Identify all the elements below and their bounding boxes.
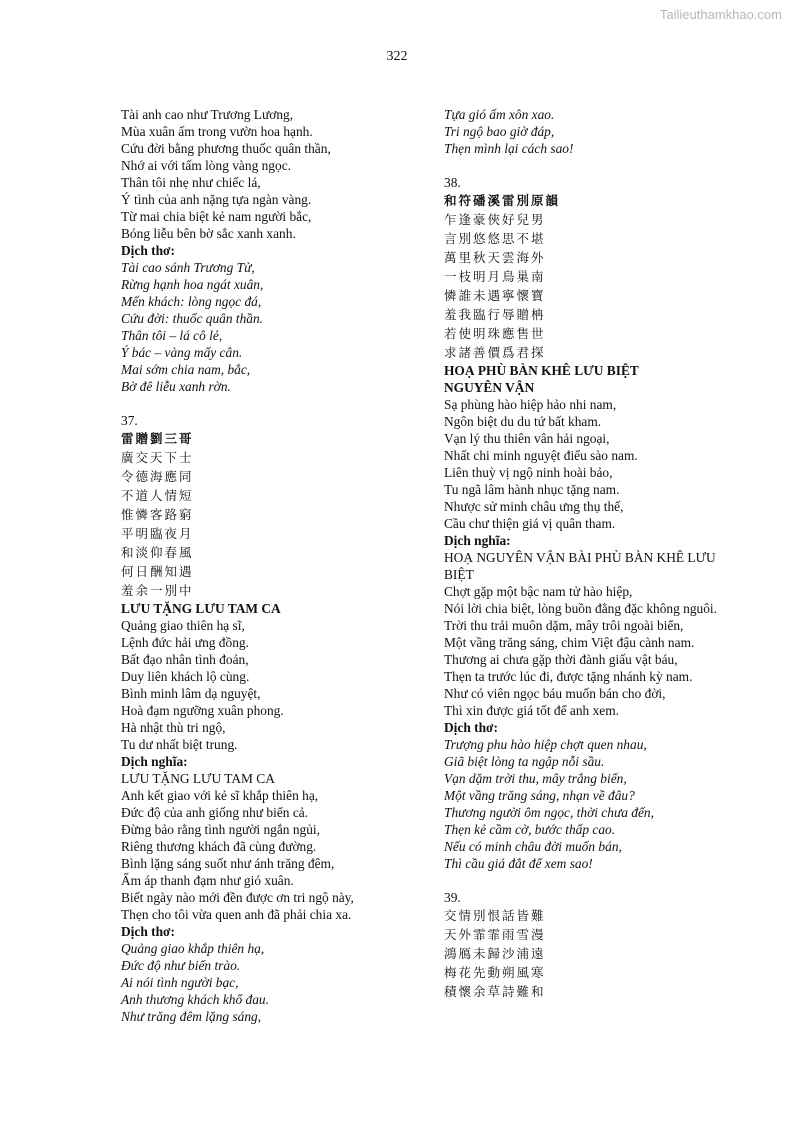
left-column xyxy=(121,106,406,1025)
translation-verse-line: Thẹn kẻ cầm cờ, bước thấp cao. xyxy=(444,822,616,837)
translation-verse-line: Một vầng trăng sáng, nhạn về đâu? xyxy=(444,788,635,803)
text-line: Ấm áp thanh đạm như gió xuân. xyxy=(121,873,294,888)
han-verse-line: 天外霏霏雨雪漫 xyxy=(444,927,546,942)
translation-verse-line: Thẹn mình lại cách sao! xyxy=(444,141,574,156)
text-line: Ngôn biệt du du tứ bất kham. xyxy=(444,414,602,429)
translation-verse-line: Thì cầu giá đắt để xem sao! xyxy=(444,856,593,871)
translation-verse-line: Nếu có minh châu đời muốn bán, xyxy=(444,839,622,854)
text-line: Chợt gặp một bậc nam tử hào hiệp, xyxy=(444,584,633,599)
text-line: Trời thu trải muôn dặm, mây trôi ngoài biển, xyxy=(444,618,684,633)
text-line: 37. xyxy=(121,413,138,428)
text-line: Bình minh lâm dạ nguyệt, xyxy=(121,686,261,701)
han-poem-title: 雷贈劉三哥 xyxy=(121,431,194,446)
text-line: Nhược sử minh châu ưng thụ thế, xyxy=(444,499,624,514)
han-verse-line: 何日酬知遇 xyxy=(121,564,194,579)
han-verse-line: 廣交天下士 xyxy=(121,450,194,465)
translation-verse-line: Như trăng đêm lặng sáng, xyxy=(121,1009,262,1024)
stanza-gap xyxy=(121,395,406,412)
translation-verse-line: Bờ đê liễu xanh rờn. xyxy=(121,379,231,394)
text-line: LƯU TẶNG LƯU TAM CA xyxy=(121,771,275,786)
text-line: Liên thuỳ vị ngộ ninh hoài bảo, xyxy=(444,465,613,480)
text-line: Hoà đạm ngưỡng xuân phong. xyxy=(121,703,284,718)
han-verse-line: 萬里秋天雲海外 xyxy=(444,250,546,265)
poem-title: LƯU TẶNG LƯU TAM CA xyxy=(121,601,281,616)
stanza-gap xyxy=(444,872,724,889)
section-label: Dịch nghĩa: xyxy=(444,533,511,548)
text-line: Cầu chư thiện giá vị quân tham. xyxy=(444,516,616,531)
han-verse-line: 令德海應同 xyxy=(121,469,194,484)
translation-verse-line: Mai sớm chia nam, bắc, xyxy=(121,362,251,377)
section-label: Dịch thơ: xyxy=(444,720,498,735)
han-verse-line: 憐誰未遇寧懷寶 xyxy=(444,288,546,303)
text-line: Ý tình của anh nặng tựa ngàn vàng. xyxy=(121,192,312,207)
right-column xyxy=(444,106,724,1001)
text-line: Đức độ của anh giống như biển cả. xyxy=(121,805,309,820)
section-label: Dịch thơ: xyxy=(121,924,175,939)
text-line: Hà nhật thù tri ngộ, xyxy=(121,720,226,735)
text-line: Thẹn cho tôi vừa quen anh đã phải chia xa. xyxy=(121,907,352,922)
han-verse-line: 羞余一別中 xyxy=(121,583,194,598)
han-verse-line: 求諸善價爲君探 xyxy=(444,345,546,360)
text-line: 38. xyxy=(444,175,461,190)
translation-verse-line: Vạn dặm trời thu, mây trắng biển, xyxy=(444,771,627,786)
han-verse-line: 不道人情短 xyxy=(121,488,194,503)
text-line: Biết ngày nào mới đền được ơn tri ngộ này, xyxy=(121,890,354,905)
han-verse-line: 鴻鴈未歸沙浦遠 xyxy=(444,946,546,961)
translation-verse-line: Quảng giao khắp thiên hạ, xyxy=(121,941,265,956)
translation-verse-line: Thân tôi – lá cô lẻ, xyxy=(121,328,223,343)
han-verse-line: 積懷余草詩難和 xyxy=(444,984,546,999)
section-label: Dịch nghĩa: xyxy=(121,754,188,769)
section-label: Dịch thơ: xyxy=(121,243,175,258)
watermark: Tailieuthamkhao.com xyxy=(659,7,782,22)
text-line: Một vầng trăng sáng, chim Việt đậu cành nam. xyxy=(444,635,695,650)
han-verse-line: 若使明珠應售世 xyxy=(444,326,546,341)
han-verse-line: 一枝明月鳥巢南 xyxy=(444,269,546,284)
text-line: Bất đạo nhân tình đoản, xyxy=(121,652,249,667)
translation-verse-line: Rừng hạnh hoa ngát xuân, xyxy=(121,277,264,292)
han-verse-line: 乍逢豪俠好兒男 xyxy=(444,212,546,227)
translation-verse-line: Mến khách: lòng ngọc đá, xyxy=(121,294,262,309)
text-line: Thân tôi nhẹ như chiếc lá, xyxy=(121,175,261,190)
text-line: Lệnh đức hải ưng đồng. xyxy=(121,635,249,650)
translation-verse-line: Anh thương khách khổ đau. xyxy=(121,992,269,1007)
text-line: Duy liên khách lộ cùng. xyxy=(121,669,250,684)
stanza-gap xyxy=(444,157,724,174)
translation-verse-line: Đức độ như biển trào. xyxy=(121,958,241,973)
text-line: Anh kết giao với kẻ sĩ khắp thiên hạ, xyxy=(121,788,319,803)
translation-verse-line: Tài cao sánh Trương Tử, xyxy=(121,260,255,275)
text-line: Như có viên ngọc báu muốn bán cho đời, xyxy=(444,686,666,701)
han-verse-line: 言別悠悠思不堪 xyxy=(444,231,546,246)
text-line: Tu ngã lâm hành nhục tặng nam. xyxy=(444,482,620,497)
text-line: Đừng bảo rằng tình người ngắn ngủi, xyxy=(121,822,320,837)
page-number: 322 xyxy=(386,49,408,64)
translation-verse-line: Cứu đời: thuốc quân thần. xyxy=(121,311,264,326)
poem-title: HOẠ PHÙ BÀN KHÊ LƯU BIỆT xyxy=(444,363,639,378)
text-line: Sạ phùng hào hiệp hảo nhi nam, xyxy=(444,397,617,412)
text-line: Tu dư nhất biệt trung. xyxy=(121,737,238,752)
translation-verse-line: Tri ngộ bao giờ đáp, xyxy=(444,124,555,139)
translation-verse-line: Trượng phu hào hiệp chợt quen nhau, xyxy=(444,737,647,752)
text-line: Bóng liễu bên bờ sắc xanh xanh. xyxy=(121,226,296,241)
translation-verse-line: Ai nói tình người bạc, xyxy=(121,975,239,990)
text-line: Cứu đời bằng phương thuốc quân thần, xyxy=(121,141,331,156)
text-line: Từ mai chia biệt kẻ nam người bắc, xyxy=(121,209,312,224)
text-line: Nhất chi minh nguyệt điểu sào nam. xyxy=(444,448,638,463)
translation-verse-line: Tựa gió ấm xôn xao. xyxy=(444,107,555,122)
han-verse-line: 交情別恨話皆難 xyxy=(444,908,546,923)
text-line: 39. xyxy=(444,890,461,905)
text-line: HOẠ NGUYÊN VẬN BÀI PHÙ BÀN KHÊ LƯU BIỆT xyxy=(444,550,716,582)
text-line: Nhớ ai với tấm lòng vàng ngọc. xyxy=(121,158,291,173)
text-line: Vạn lý thu thiên vân hải ngoại, xyxy=(444,431,610,446)
han-poem-title: 和符磻溪雷別原韻 xyxy=(444,193,561,208)
text-line: Riêng thương khách đã cùng đường. xyxy=(121,839,317,854)
translation-verse-line: Thương người ôm ngọc, thời chưa đến, xyxy=(444,805,654,820)
poem-title: NGUYÊN VẬN xyxy=(444,380,535,395)
translation-verse-line: Giã biệt lòng ta ngập nỗi sầu. xyxy=(444,754,605,769)
text-line: Thẹn ta trước lúc đi, được tặng nhánh kỳ nam. xyxy=(444,669,693,684)
han-verse-line: 羞我臨行辱贈柟 xyxy=(444,307,546,322)
han-verse-line: 梅花先動朔風寒 xyxy=(444,965,546,980)
text-line: Mùa xuân ấm trong vườn hoa hạnh. xyxy=(121,124,313,139)
han-verse-line: 惟憐客路窮 xyxy=(121,507,194,522)
text-line: Thương ai chưa gặp thời đành giấu vật báu, xyxy=(444,652,678,667)
translation-verse-line: Ý bác – vàng mấy cân. xyxy=(121,345,243,360)
han-verse-line: 和淡仰春風 xyxy=(121,545,194,560)
text-line: Quảng giao thiên hạ sĩ, xyxy=(121,618,245,633)
text-line: Nói lời chia biệt, lòng buồn đằng đặc không nguôi. xyxy=(444,601,717,616)
text-line: Bình lặng sáng suốt như ánh trăng đêm, xyxy=(121,856,335,871)
han-verse-line: 平明臨夜月 xyxy=(121,526,194,541)
text-line: Thì xin được giá tốt để anh xem. xyxy=(444,703,619,718)
text-line: Tài anh cao như Trương Lương, xyxy=(121,107,294,122)
